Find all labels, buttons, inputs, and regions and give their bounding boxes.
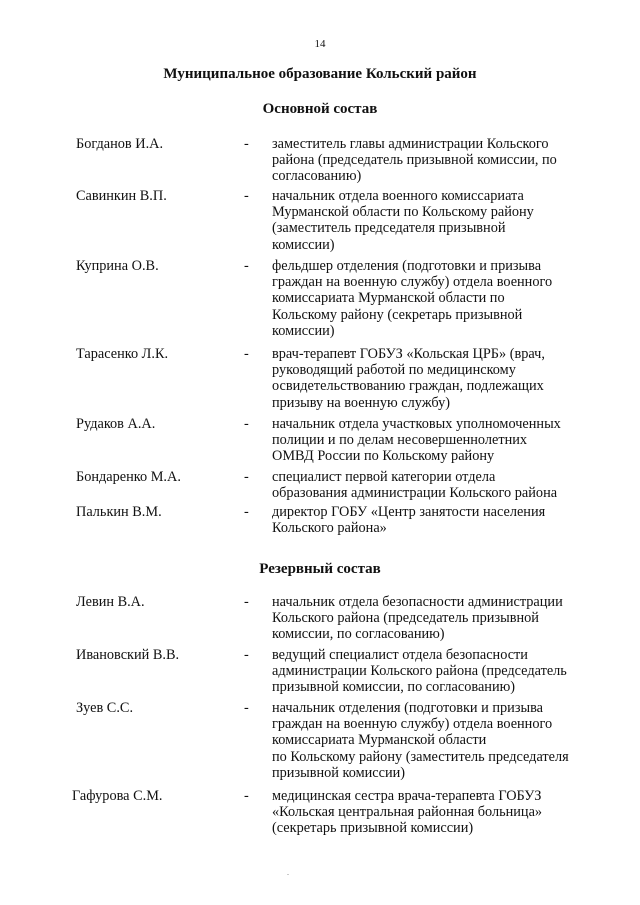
role-line: граждан на военную службу) отдела военного — [272, 716, 553, 733]
role-line: врач-терапевт ГОБУЗ «Кольская ЦРБ» (врач, — [272, 346, 545, 362]
document-title: Муниципальное образование Кольский район — [163, 66, 477, 82]
role-line: комиссии, по согласованию) — [272, 626, 445, 643]
role-line: освидетельствованию граждан, подлежащих — [272, 378, 544, 395]
role-line: Кольского района» — [272, 520, 387, 537]
member-role — [272, 504, 597, 536]
role-line: специалист первой категории отдела — [272, 469, 496, 485]
role-line: призывной комиссии, по согласованию) — [272, 679, 516, 696]
section-heading-reserve: Резервный состав — [259, 561, 381, 577]
role-line: медицинская сестра врача-терапевта ГОБУЗ — [272, 788, 542, 804]
role-line: комиссии) — [272, 236, 335, 253]
dash-separator: - — [244, 504, 249, 520]
member-role — [272, 416, 597, 465]
role-line: Мурманской области по Кольскому району — [272, 204, 534, 221]
dash-separator: - — [244, 188, 249, 204]
role-line: ведущий специалист отдела безопасности — [272, 647, 528, 663]
role-line: Кольскому району (секретарь призывной — [272, 306, 523, 323]
dash-separator: - — [244, 700, 249, 716]
member-role — [272, 469, 597, 501]
role-line: (секретарь призывной комиссии) — [272, 820, 474, 837]
role-line: по Кольскому району (заместитель председателя — [272, 748, 569, 765]
role-line: комиссариата Мурманской области по — [272, 290, 505, 307]
member-name: Савинкин В.П. — [76, 188, 167, 204]
role-line: «Кольская центральная районная больница» — [272, 804, 543, 821]
role-line: Кольского района (председатель призывной — [272, 610, 539, 627]
role-line: ОМВД России по Кольскому району — [272, 448, 495, 465]
role-line: заместитель главы администрации Кольского — [272, 136, 549, 152]
role-line: начальник отделения (подготовки и призыва — [272, 700, 543, 716]
dash-separator: - — [244, 594, 249, 610]
role-line: начальник отдела безопасности администрации — [272, 594, 563, 610]
role-line: директор ГОБУ «Центр занятости населения — [272, 504, 546, 520]
dash-separator: - — [244, 258, 249, 274]
member-name: Палькин В.М. — [76, 504, 162, 520]
role-line: района (председатель призывной комиссии, по — [272, 152, 557, 169]
role-line: призыву на военную службу) — [272, 394, 451, 411]
role-line: администрации Кольского района (председатель — [272, 663, 567, 680]
member-name: Рудаков А.А. — [76, 416, 156, 432]
role-line: образования администрации Кольского района — [272, 485, 558, 502]
dash-separator: - — [244, 416, 249, 432]
dash-separator: - — [244, 136, 249, 152]
dash-separator: - — [244, 788, 249, 804]
member-name: Богданов И.А. — [76, 136, 164, 152]
page-number: 14 — [314, 38, 326, 50]
role-line: согласованию) — [272, 168, 362, 185]
role-line: начальник отдела военного комиссариата — [272, 188, 524, 204]
role-line: (заместитель председателя призывной — [272, 220, 506, 237]
member-name: Куприна О.В. — [76, 258, 159, 274]
footer-mark: . — [287, 868, 289, 877]
dash-separator: - — [244, 647, 249, 663]
role-line: комиссии) — [272, 322, 335, 339]
dash-separator: - — [244, 346, 249, 362]
role-line: призывной комиссии) — [272, 764, 406, 781]
member-role — [272, 647, 597, 696]
section-heading-main: Основной состав — [262, 101, 378, 117]
dash-separator: - — [244, 469, 249, 485]
role-line: руководящий работой по медицинскому — [272, 362, 516, 379]
member-name: Ивановский В.В. — [76, 647, 180, 663]
member-role — [272, 700, 597, 781]
member-role — [272, 136, 597, 185]
member-name: Тарасенко Л.К. — [76, 346, 169, 362]
member-name: Зуев С.С. — [76, 700, 134, 716]
role-line: фельдшер отделения (подготовки и призыва — [272, 258, 542, 274]
role-line: полиции и по делам несовершеннолетних — [272, 432, 528, 449]
member-role — [272, 594, 597, 643]
member-role — [272, 788, 597, 837]
member-name: Бондаренко М.А. — [76, 469, 181, 485]
member-role — [272, 258, 597, 339]
member-role — [272, 188, 597, 253]
member-role — [272, 346, 597, 411]
role-line: комиссариата Мурманской области — [272, 732, 487, 749]
member-name: Левин В.А. — [76, 594, 145, 610]
role-line: начальник отдела участковых уполномоченных — [272, 416, 561, 432]
role-line: граждан на военную службу) отдела военного — [272, 274, 553, 291]
member-name: Гафурова С.М. — [72, 788, 163, 804]
